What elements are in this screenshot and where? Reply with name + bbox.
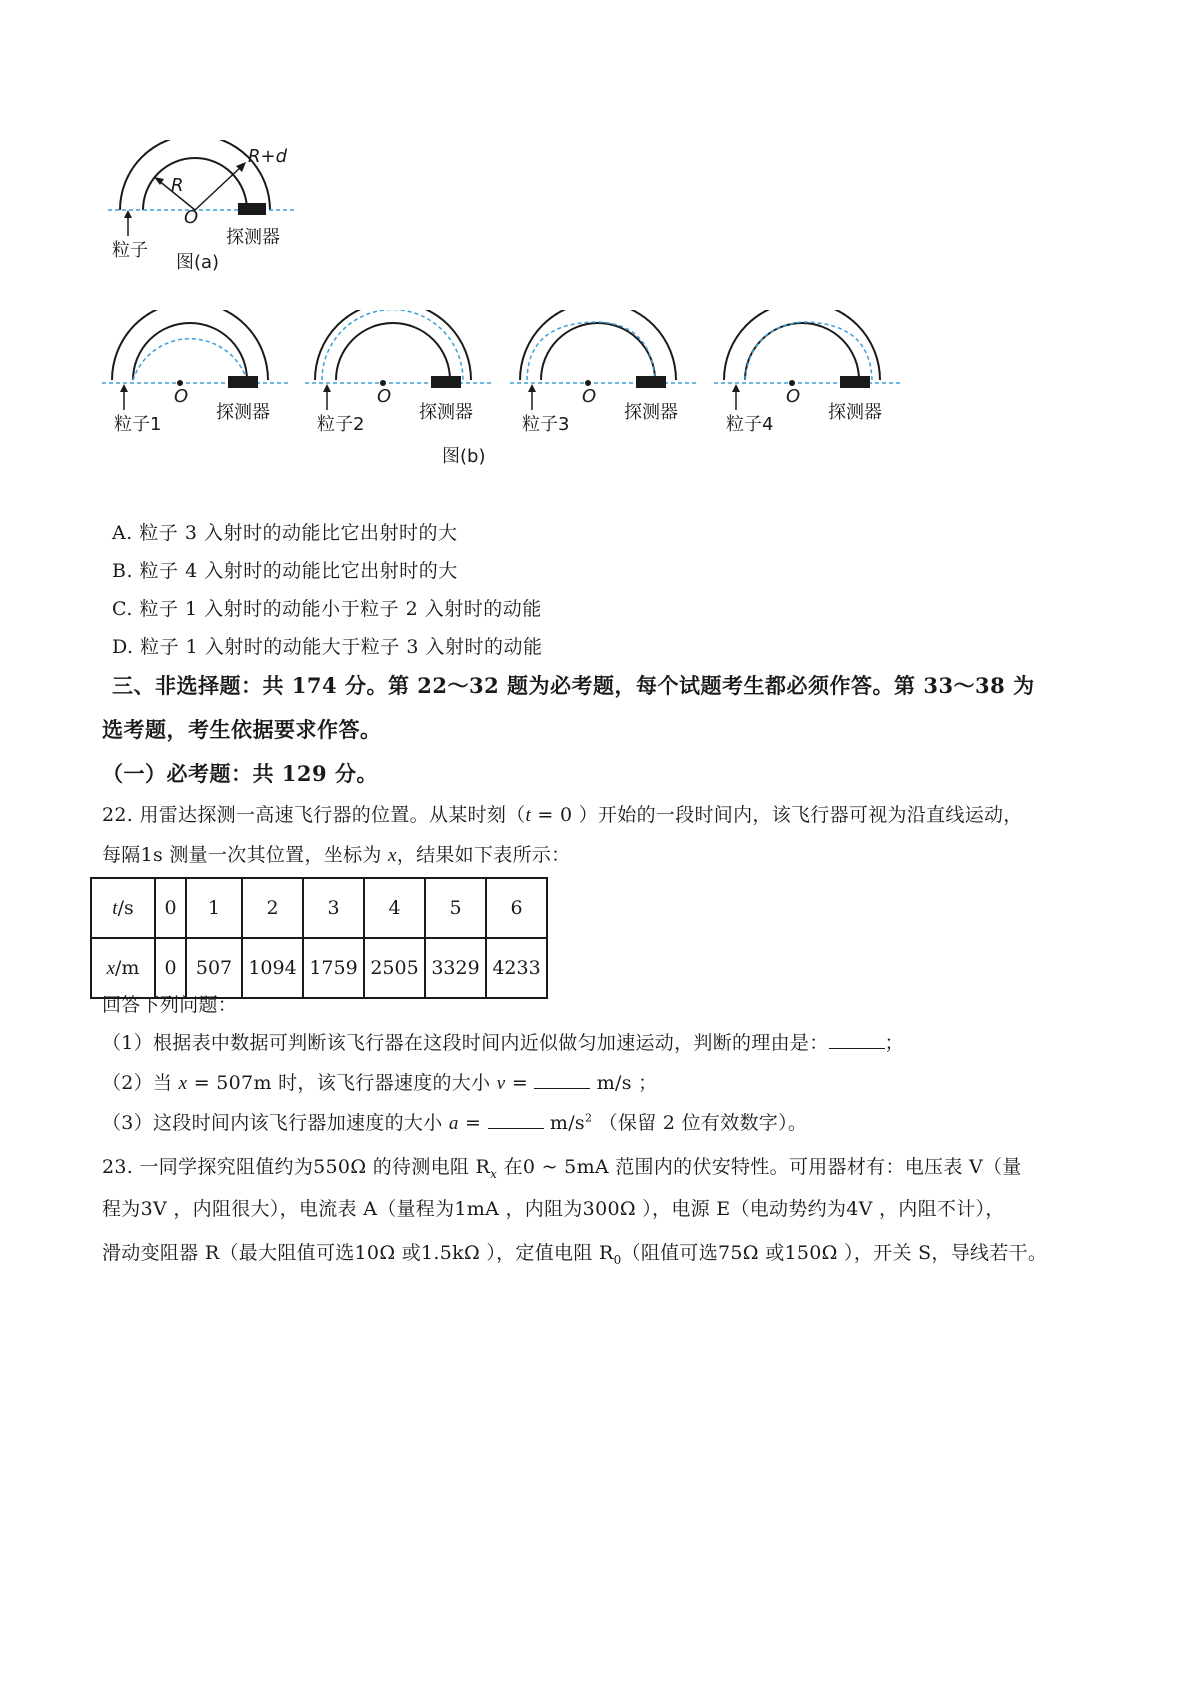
figure-b-panel (100, 310, 300, 420)
label-origin: O (377, 386, 392, 407)
table-cell: 507 (186, 938, 242, 998)
table-cell: 4 (364, 878, 425, 938)
q23-line1: 23. 一同学探究阻值约为550Ω 的待测电阻 $R_x$ 在0 ~ 5mA 范围内的伏安特性。可用器材有：电压表 V（量 (102, 1156, 1022, 1181)
table-cell: 3 (303, 878, 364, 938)
label-particle: 粒子1 (114, 414, 162, 435)
table-cell: 1759 (303, 938, 364, 998)
q23-line3: 滑动变阻器 R（最大阻值可选10Ω 或1.5kΩ ），定值电阻 $R_0$（阻值可选75Ω 或150Ω ），开关 S，导线若干。 (102, 1242, 1048, 1267)
table-cell: 6 (486, 878, 547, 938)
table-cell: 0 (155, 938, 186, 998)
label-origin: O (786, 386, 801, 407)
answer-blank-3[interactable] (488, 1110, 544, 1129)
option-c: C. 粒子 1 入射时的动能小于粒子 2 入射时的动能 (112, 598, 542, 620)
figure-b-caption: 图(b) (442, 446, 486, 467)
label-particle: 粒子2 (317, 414, 365, 435)
answer-blank-2[interactable] (534, 1070, 590, 1089)
label-particle: 粒子4 (726, 414, 774, 435)
figure-b-panel (508, 310, 708, 420)
q22-sub1: （1）根据表中数据可判断该飞行器在这段时间内近似做匀加速运动，判断的理由是： ； (102, 1032, 904, 1054)
label-detector: 探测器 (216, 402, 270, 423)
option-b: B. 粒子 4 入射时的动能比它出射时的大 (112, 560, 458, 582)
section3-line2: 选考题，考生依据要求作答。 (102, 717, 382, 742)
table-cell: 5 (425, 878, 486, 938)
table-cell: 2505 (364, 938, 425, 998)
table-cell: 1094 (242, 938, 303, 998)
option-d: D. 粒子 1 入射时的动能大于粒子 3 入射时的动能 (112, 636, 543, 658)
label-origin: O (582, 386, 597, 407)
figure-b-panel (712, 310, 912, 420)
label-detector: 探测器 (419, 402, 473, 423)
table-cell: 1 (186, 878, 242, 938)
figure-b-panel (303, 310, 503, 420)
q22-line1: 22. 用雷达探测一高速飞行器的位置。从某时刻（t = 0 ）开始的一段时间内，该飞行器可视为沿直线运动， (102, 804, 1023, 826)
label-particle: 粒子3 (522, 414, 570, 435)
label-r-plus-d: R+d (248, 146, 288, 167)
option-a: A. 粒子 3 入射时的动能比它出射时的大 (112, 522, 458, 544)
q22-sub2: （2）当 x = 507m 时，该飞行器速度的大小 v = m/s ； (102, 1072, 658, 1094)
label-detector: 探测器 (828, 402, 882, 423)
answer-prompt: 回答下列问题： (102, 994, 238, 1016)
table-cell: 2 (242, 878, 303, 938)
table-row (91, 878, 547, 938)
section3-line1: 三、非选择题：共 174 分。第 22～32 题为必考题，每个试题考生都必须作答。第 33～38 为 (112, 673, 1035, 698)
q22-line2: 每隔1s 测量一次其位置，坐标为 x，结果如下表所示： (102, 844, 571, 866)
table-row (91, 938, 547, 998)
table-cell: 0 (155, 878, 186, 938)
label-origin: O (184, 207, 199, 228)
label-particle: 粒子 (112, 240, 148, 261)
data-table (90, 877, 548, 999)
table-header-t: t/s (91, 878, 155, 938)
table-cell: 4233 (486, 938, 547, 998)
figure-a-caption: 图(a) (176, 252, 220, 273)
answer-blank-1[interactable] (829, 1030, 885, 1049)
section3-subheading: （一）必考题：共 129 分。 (102, 761, 378, 786)
q22-sub3: （3）这段时间内该飞行器加速度的大小 $a = m/s^2$ （保留 2 位有效数字）。 (102, 1111, 808, 1134)
q23-line2: 程为3V ，内阻很大），电流表 A（量程为1mA ，内阻为300Ω ），电源 E（电动势约为4V ，内阻不计）， (102, 1198, 1005, 1220)
label-detector: 探测器 (624, 402, 678, 423)
label-detector: 探测器 (226, 227, 280, 248)
table-header-x: x/m (91, 938, 155, 998)
table-cell: 3329 (425, 938, 486, 998)
label-r: R (171, 175, 184, 196)
label-origin: O (174, 386, 189, 407)
